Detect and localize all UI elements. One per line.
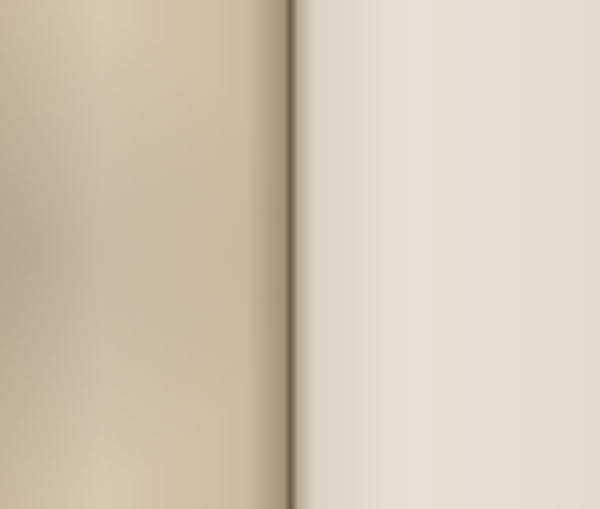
- right-page: [290, 0, 600, 509]
- left-page: [0, 0, 290, 509]
- book-gutter: [284, 0, 298, 509]
- page-shading: [0, 0, 290, 509]
